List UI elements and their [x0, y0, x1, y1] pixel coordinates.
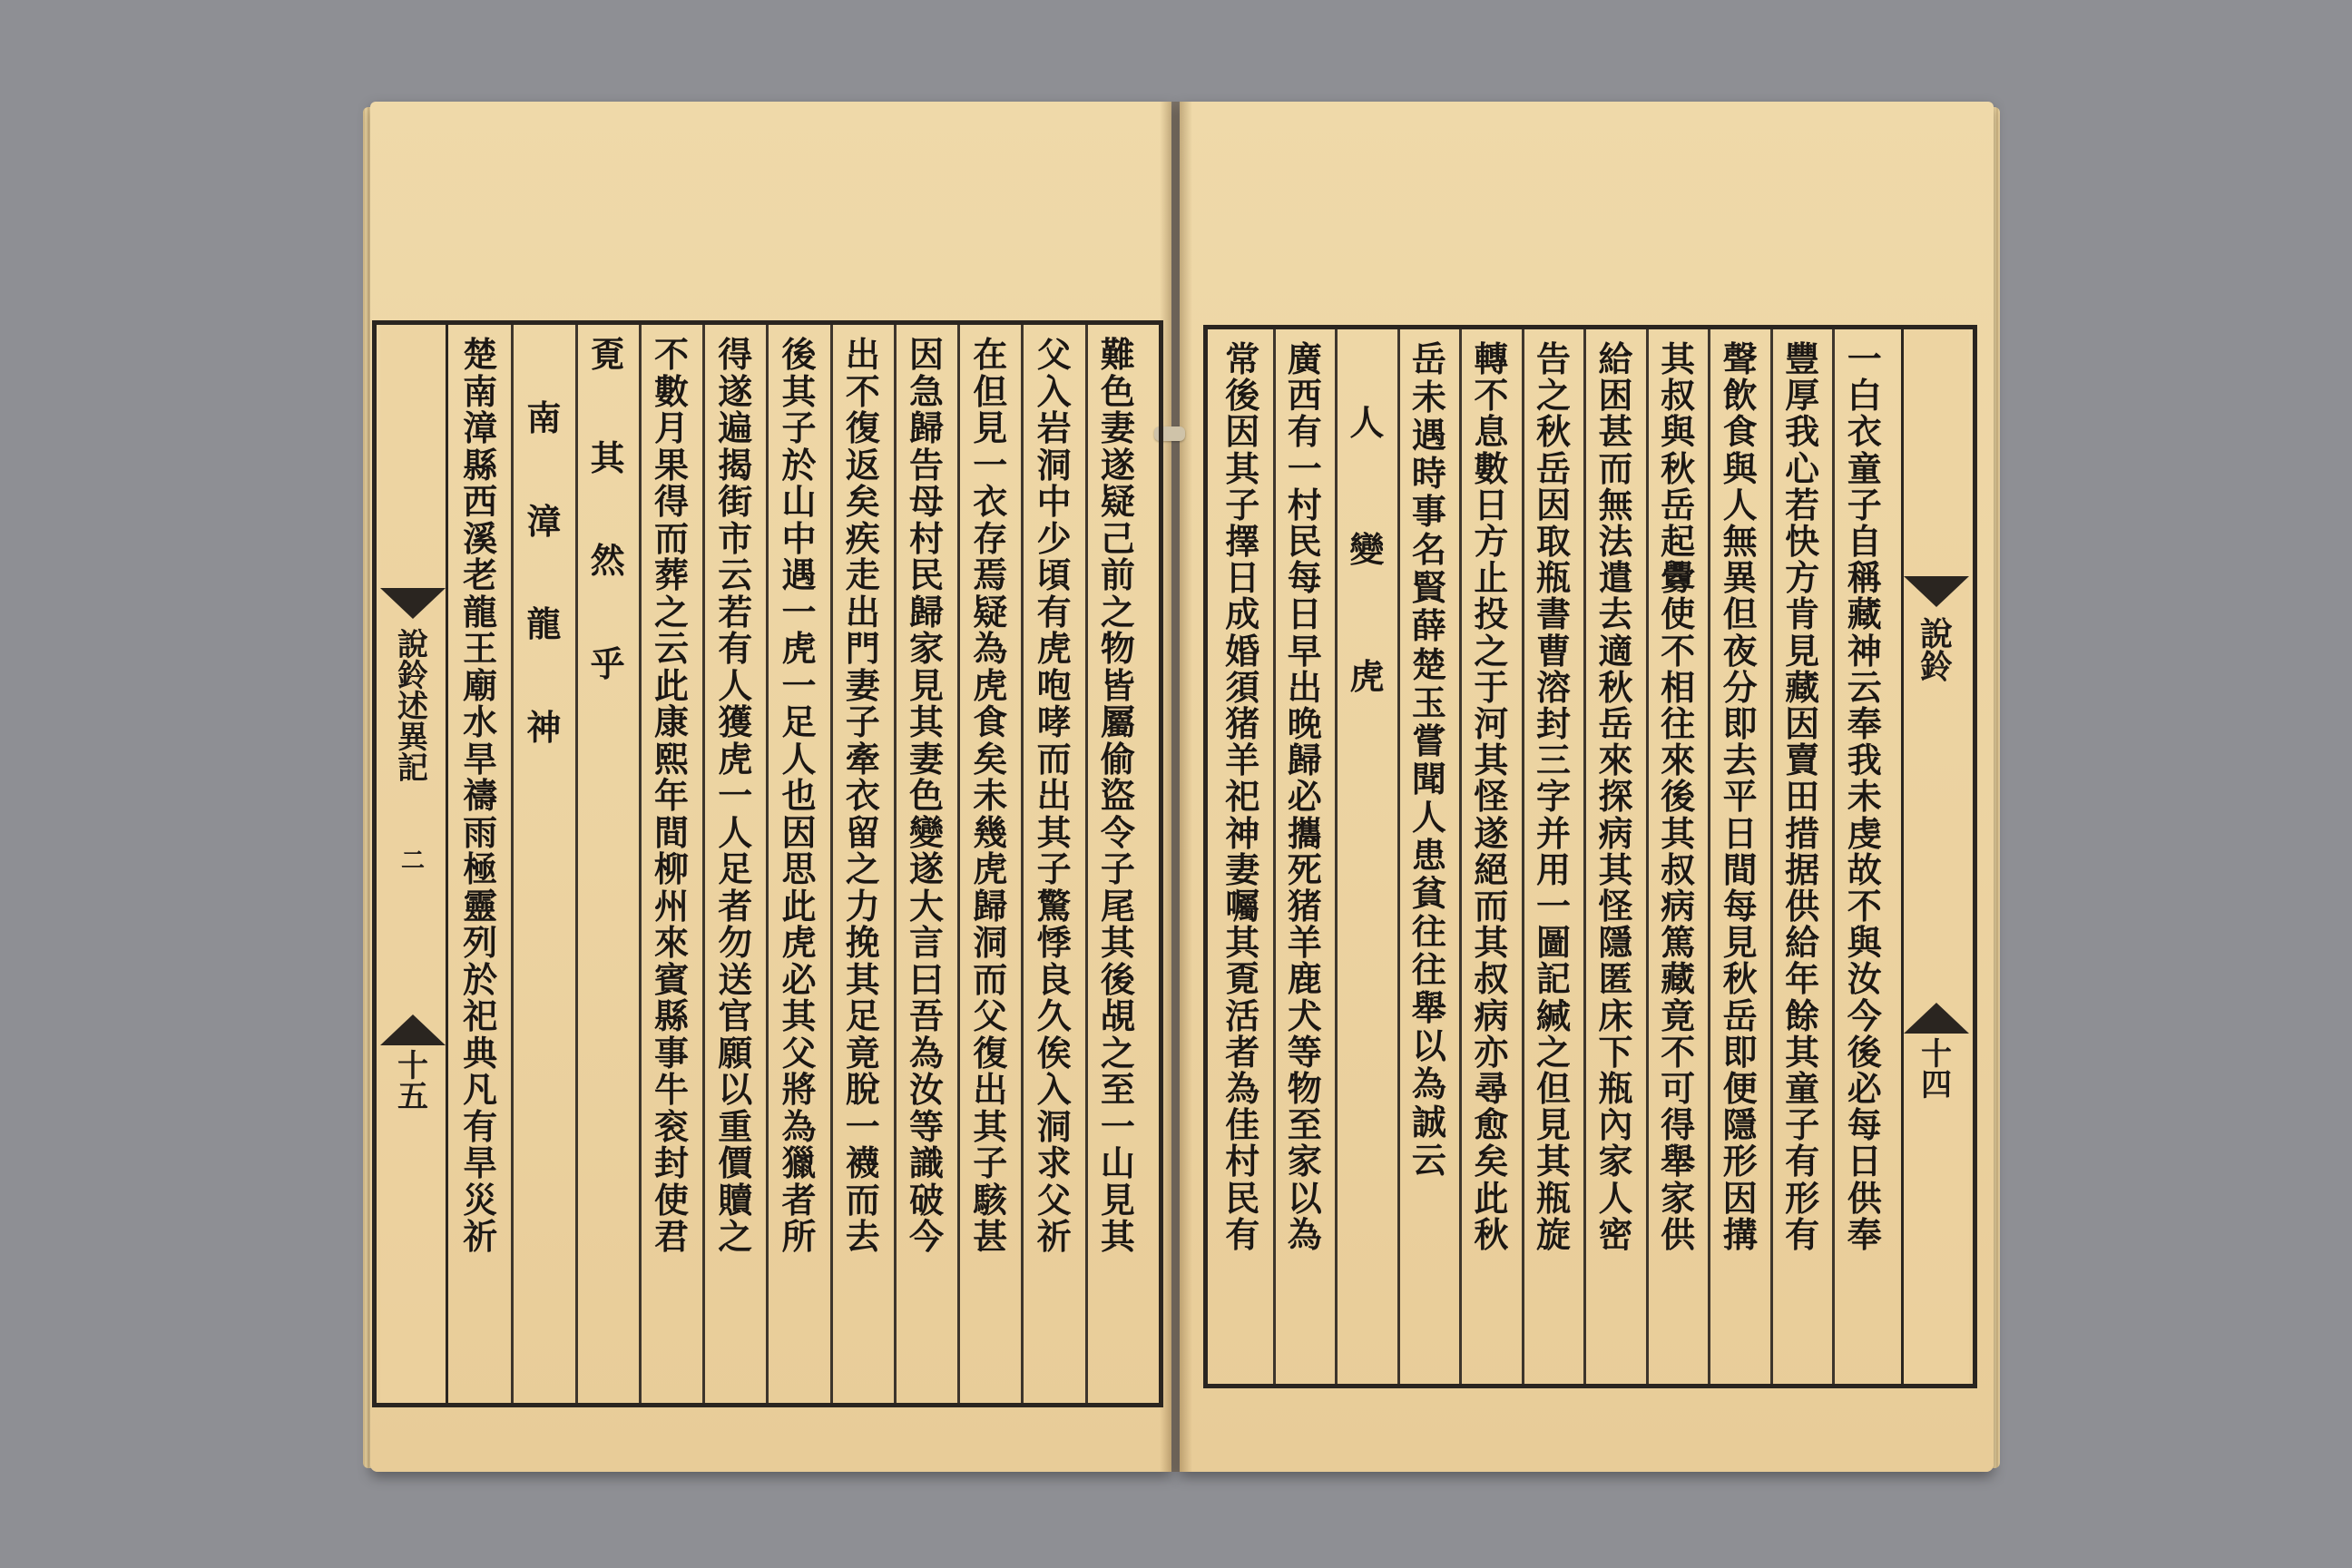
- fish-tail-mark-upper: [380, 588, 446, 619]
- right-margin-title: 說 鈴: [1919, 615, 1953, 686]
- text-column: 廣 西 有 一 村 民 每 日 早 出 晚 歸 必 攜 死 猪 羊 鹿 犬 等 物 至 家 以 為: [1287, 338, 1322, 1255]
- left-printed-frame: [372, 320, 1163, 1407]
- text-column: 一 白 衣 童 子 自 稱 藏 神 云 奉 我 未 虔 故 不 與 汝 今 後 必 每 日 供 奉: [1847, 338, 1882, 1255]
- text-column: 轉 不 息 數 日 方 止 投 之 于 河 其 怪 遂 絕 而 其 叔 病 亦 尋 愈 矣 此 秋: [1474, 338, 1509, 1255]
- fish-tail-mark-upper: [1904, 576, 1969, 607]
- text-column: 告 之 秋 岳 因 取 瓶 書 曹 溶 封 三 字 并 用 一 圖 記 緘 之 但 見 其 瓶 旋: [1535, 338, 1571, 1255]
- text-column: 其 叔 與 秋 岳 起 釁 使 不 相 往 來 後 其 叔 病 篤 藏 竟 不 可 得 舉 家 供: [1661, 338, 1696, 1255]
- right-page-margin-column: [1901, 329, 1969, 1384]
- section-heading: 南 漳 龍 神: [526, 397, 562, 748]
- text-column: 豐 厚 我 心 若 快 方 肯 見 藏 因 賣 田 措 据 供 給 年 餘 其 童 子 有 形 有: [1785, 338, 1820, 1255]
- text-column: 得 遂 遍 揭 街 市 云 若 有 人 獲 虎 一 人 足 者 勿 送 官 願 以 重 價 贖 之: [718, 334, 753, 1258]
- text-column: 因 急 歸 告 母 村 民 歸 家 見 其 妻 色 變 遂 大 言 曰 吾 為 汝 等 識 破 今: [909, 334, 945, 1258]
- text-column: 出 不 復 返 矣 疾 走 出 門 妻 子 牽 衣 留 之 力 挽 其 足 竟 脫 一 襪 而 去: [845, 334, 880, 1258]
- text-column: 覔 其 然 乎: [590, 334, 625, 684]
- text-column: 難 色 妻 遂 疑 己 前 之 物 皆 屬 偷 盜 令 子 尾 其 後 覘 之 至 一 山 見 其: [1100, 334, 1135, 1258]
- left-folio-number: 十 五: [397, 1048, 428, 1115]
- binding-gutter: [1160, 102, 1192, 1472]
- text-column: 聲 飲 食 與 人 無 異 但 夜 分 即 去 平 日 間 每 見 秋 岳 即 便 隱 形 因 搆: [1722, 338, 1758, 1255]
- text-column: 不 數 月 果 得 而 葬 之 云 此 康 熙 年 間 柳 州 來 賓 縣 事 牛 衮 封 使 君: [653, 334, 689, 1258]
- text-column: 後 其 子 於 山 中 遇 一 虎 一 足 人 也 因 思 此 虎 必 其 父 將 為 獵 者 所: [781, 334, 817, 1258]
- text-column: 岳 未 遇 時 事 名 賢 薛 楚 玉 嘗 聞 人 患 貧 往 往 舉 以 為 誠 云: [1411, 338, 1446, 1181]
- left-page-margin-column: [380, 325, 448, 1403]
- fish-tail-mark-lower: [380, 1014, 446, 1045]
- right-folio-number: 十 四: [1921, 1036, 1952, 1103]
- right-printed-frame: [1203, 325, 1977, 1388]
- left-margin-juan-number: 二: [400, 848, 425, 875]
- text-column: 父 入 岩 洞 中 少 頃 有 虎 咆 哮 而 出 其 子 驚 悸 良 久 俟 入 洞 求 父 祈: [1036, 334, 1072, 1258]
- text-column: 楚 南 漳 縣 西 溪 老 龍 王 廟 水 旱 禱 雨 極 靈 列 於 祀 典 凡 有 旱 災 祈: [463, 334, 498, 1258]
- text-column: 給 困 甚 而 無 法 遣 去 適 秋 岳 來 探 病 其 怪 隱 匿 床 下 瓶 內 家 人 密: [1598, 338, 1633, 1255]
- text-column: 在 但 見 一 衣 存 焉 疑 為 虎 食 矣 未 幾 虎 歸 洞 而 父 復 出 其 子 駭 甚: [973, 334, 1008, 1258]
- section-heading: 人 變 虎: [1349, 402, 1385, 697]
- left-margin-title: 說 鈴 述 異 記: [397, 627, 428, 787]
- fish-tail-mark-lower: [1904, 1003, 1969, 1034]
- text-column: 常 後 因 其 子 擇 日 成 婚 須 猪 羊 祀 神 妻 囑 其 覔 活 者 為 佳 村 民 有: [1225, 338, 1260, 1255]
